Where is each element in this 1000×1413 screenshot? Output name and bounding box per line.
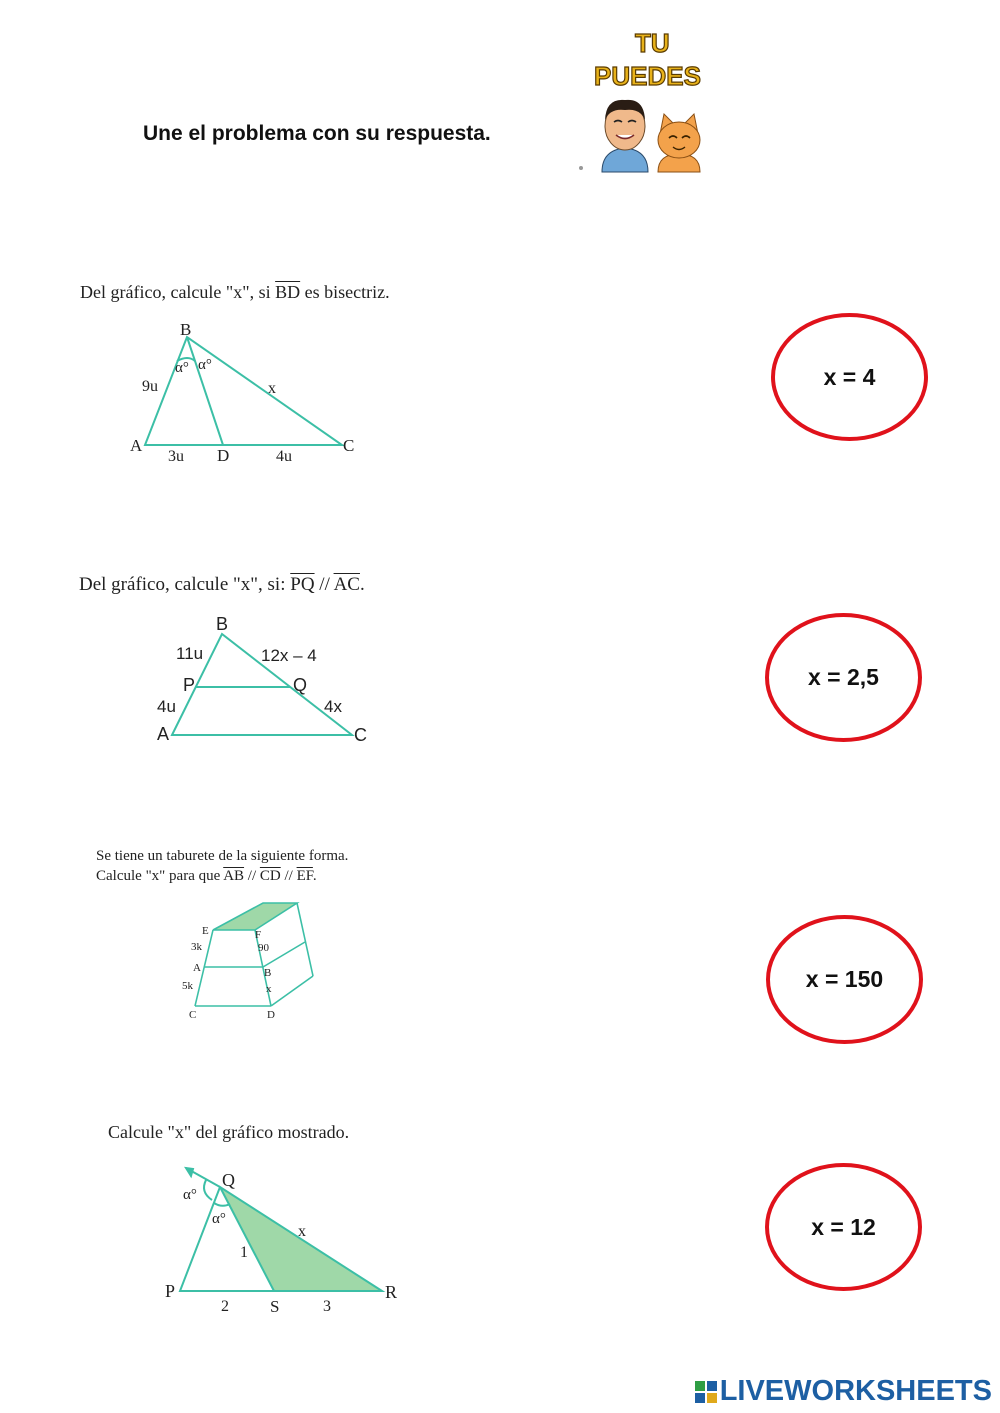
stool-top-face [213,903,297,930]
parallel-symbol: // [314,574,334,595]
vertex-r-label: R [385,1282,398,1302]
vertex-e-label: E [202,925,209,937]
vertex-a-label: A [157,724,170,744]
segment-bd-label: x [266,983,272,995]
vertex-b-label: B [180,320,192,339]
angle-alpha-2-label: α° [198,357,212,373]
problem-3-prompt-line1: Se tiene un taburete de la siguiente forma. [96,848,349,864]
segment-qc-label: 4x [324,697,342,716]
bisector-bd [187,337,223,445]
answer-option-4[interactable]: x = 12 [765,1163,922,1291]
vertex-s-label: S [270,1297,280,1316]
segment-bd: $\overline{BD}$ [275,282,301,302]
segment-bp-label: 11u [176,644,204,663]
side-bar-2 [271,976,313,1006]
vertex-q-label: Q [222,1170,235,1190]
segment-pa-label: 4u [157,697,176,716]
angle-alpha-1-label: α° [175,360,189,376]
vertex-c-label: C [343,436,355,455]
problem-3-prompt [96,846,348,886]
problem-1-prompt-text: Del gráfico, calcule "x", si [80,282,276,302]
vertex-a-label: A [193,962,201,974]
segment-ac: $\overline{AC}$ [333,574,360,595]
vertex-p-label: P [165,1281,176,1301]
vertex-d-label: D [267,1009,275,1021]
parallel-symbol-1: // [244,868,260,884]
segment-ad-label: 3u [168,448,184,465]
motivational-sticker [578,22,718,177]
badge-line2: PUEDES [594,61,701,91]
vertex-a-label: A [130,436,143,455]
side-ab-label: 9u [142,378,158,395]
sticker-illustration [578,22,718,177]
cat-avatar-icon [658,114,700,172]
segment-ef: $\overline{EF}$ [296,868,313,884]
vertex-f-label: F [255,929,262,941]
segment-sr-label: 3 [323,1298,331,1315]
arrow-head-icon [186,1168,193,1176]
page-title: Une el problema con su respuesta. [143,122,491,145]
problem-1-figure [120,315,370,470]
segment-cd: $\overline{CD}$ [259,868,281,884]
vertex-p-label: P [183,675,196,695]
triangle-abc [145,337,342,445]
problem-2-prompt-text: Del gráfico, calcule "x", si: [79,574,291,595]
problem-3-prompt-end: . [312,868,317,884]
problem-1-prompt-end: es bisectriz. [300,282,390,302]
parallel-symbol-2: // [280,868,297,884]
segment-ps-label: 2 [221,1298,229,1315]
problem-1-prompt [80,282,390,303]
boy-avatar-icon [602,100,648,172]
segment-qr-label: x [298,1223,306,1240]
segment-bq-label: 12x – 4 [261,646,317,665]
problem-3-prompt-line2 [96,866,348,886]
liveworksheets-logo-icon [695,1381,717,1403]
answer-option-1[interactable]: x = 4 [771,313,928,441]
angle-alpha-2-label: α° [212,1211,226,1227]
segment-dc-label: 4u [276,448,292,465]
problem-2-prompt [79,574,365,596]
badge-line1: TU [635,28,670,58]
vertex-b-label: B [264,967,272,979]
problem-4-figure [160,1160,410,1320]
leg-back [297,903,313,976]
angle-alpha-1-label: α° [183,1187,197,1203]
answer-option-2[interactable]: x = 2,5 [765,613,922,742]
problem-3-prompt-text: Calcule "x" para que [96,868,224,884]
vertex-b-label: B [216,614,229,634]
answer-option-3[interactable]: x = 150 [766,915,923,1044]
problem-2-figure [150,610,380,750]
side-bar-1 [263,942,305,967]
vertex-q-label: Q [293,675,308,695]
brand-text: LIVEWORKSHEETS [719,1375,992,1407]
vertex-d-label: D [217,446,230,465]
segment-ab: $\overline{AB}$ [223,868,245,884]
problem-4-prompt: Calcule "x" del gráfico mostrado. [108,1122,350,1142]
problem-3-figure [175,898,325,1023]
segment-fb-label: 90 [258,942,269,954]
segment-pq: $\overline{PQ}$ [290,574,315,595]
vertex-c-label: C [354,725,367,745]
segment-qs-label: 1 [240,1244,248,1261]
segment-ea-label: 3k [191,941,202,953]
side-bc-label: x [268,380,276,397]
segment-ac-label: 5k [182,980,193,992]
liveworksheets-brand [695,1375,992,1408]
vertex-c-label: C [189,1009,197,1021]
problem-2-prompt-end: . [359,574,365,595]
